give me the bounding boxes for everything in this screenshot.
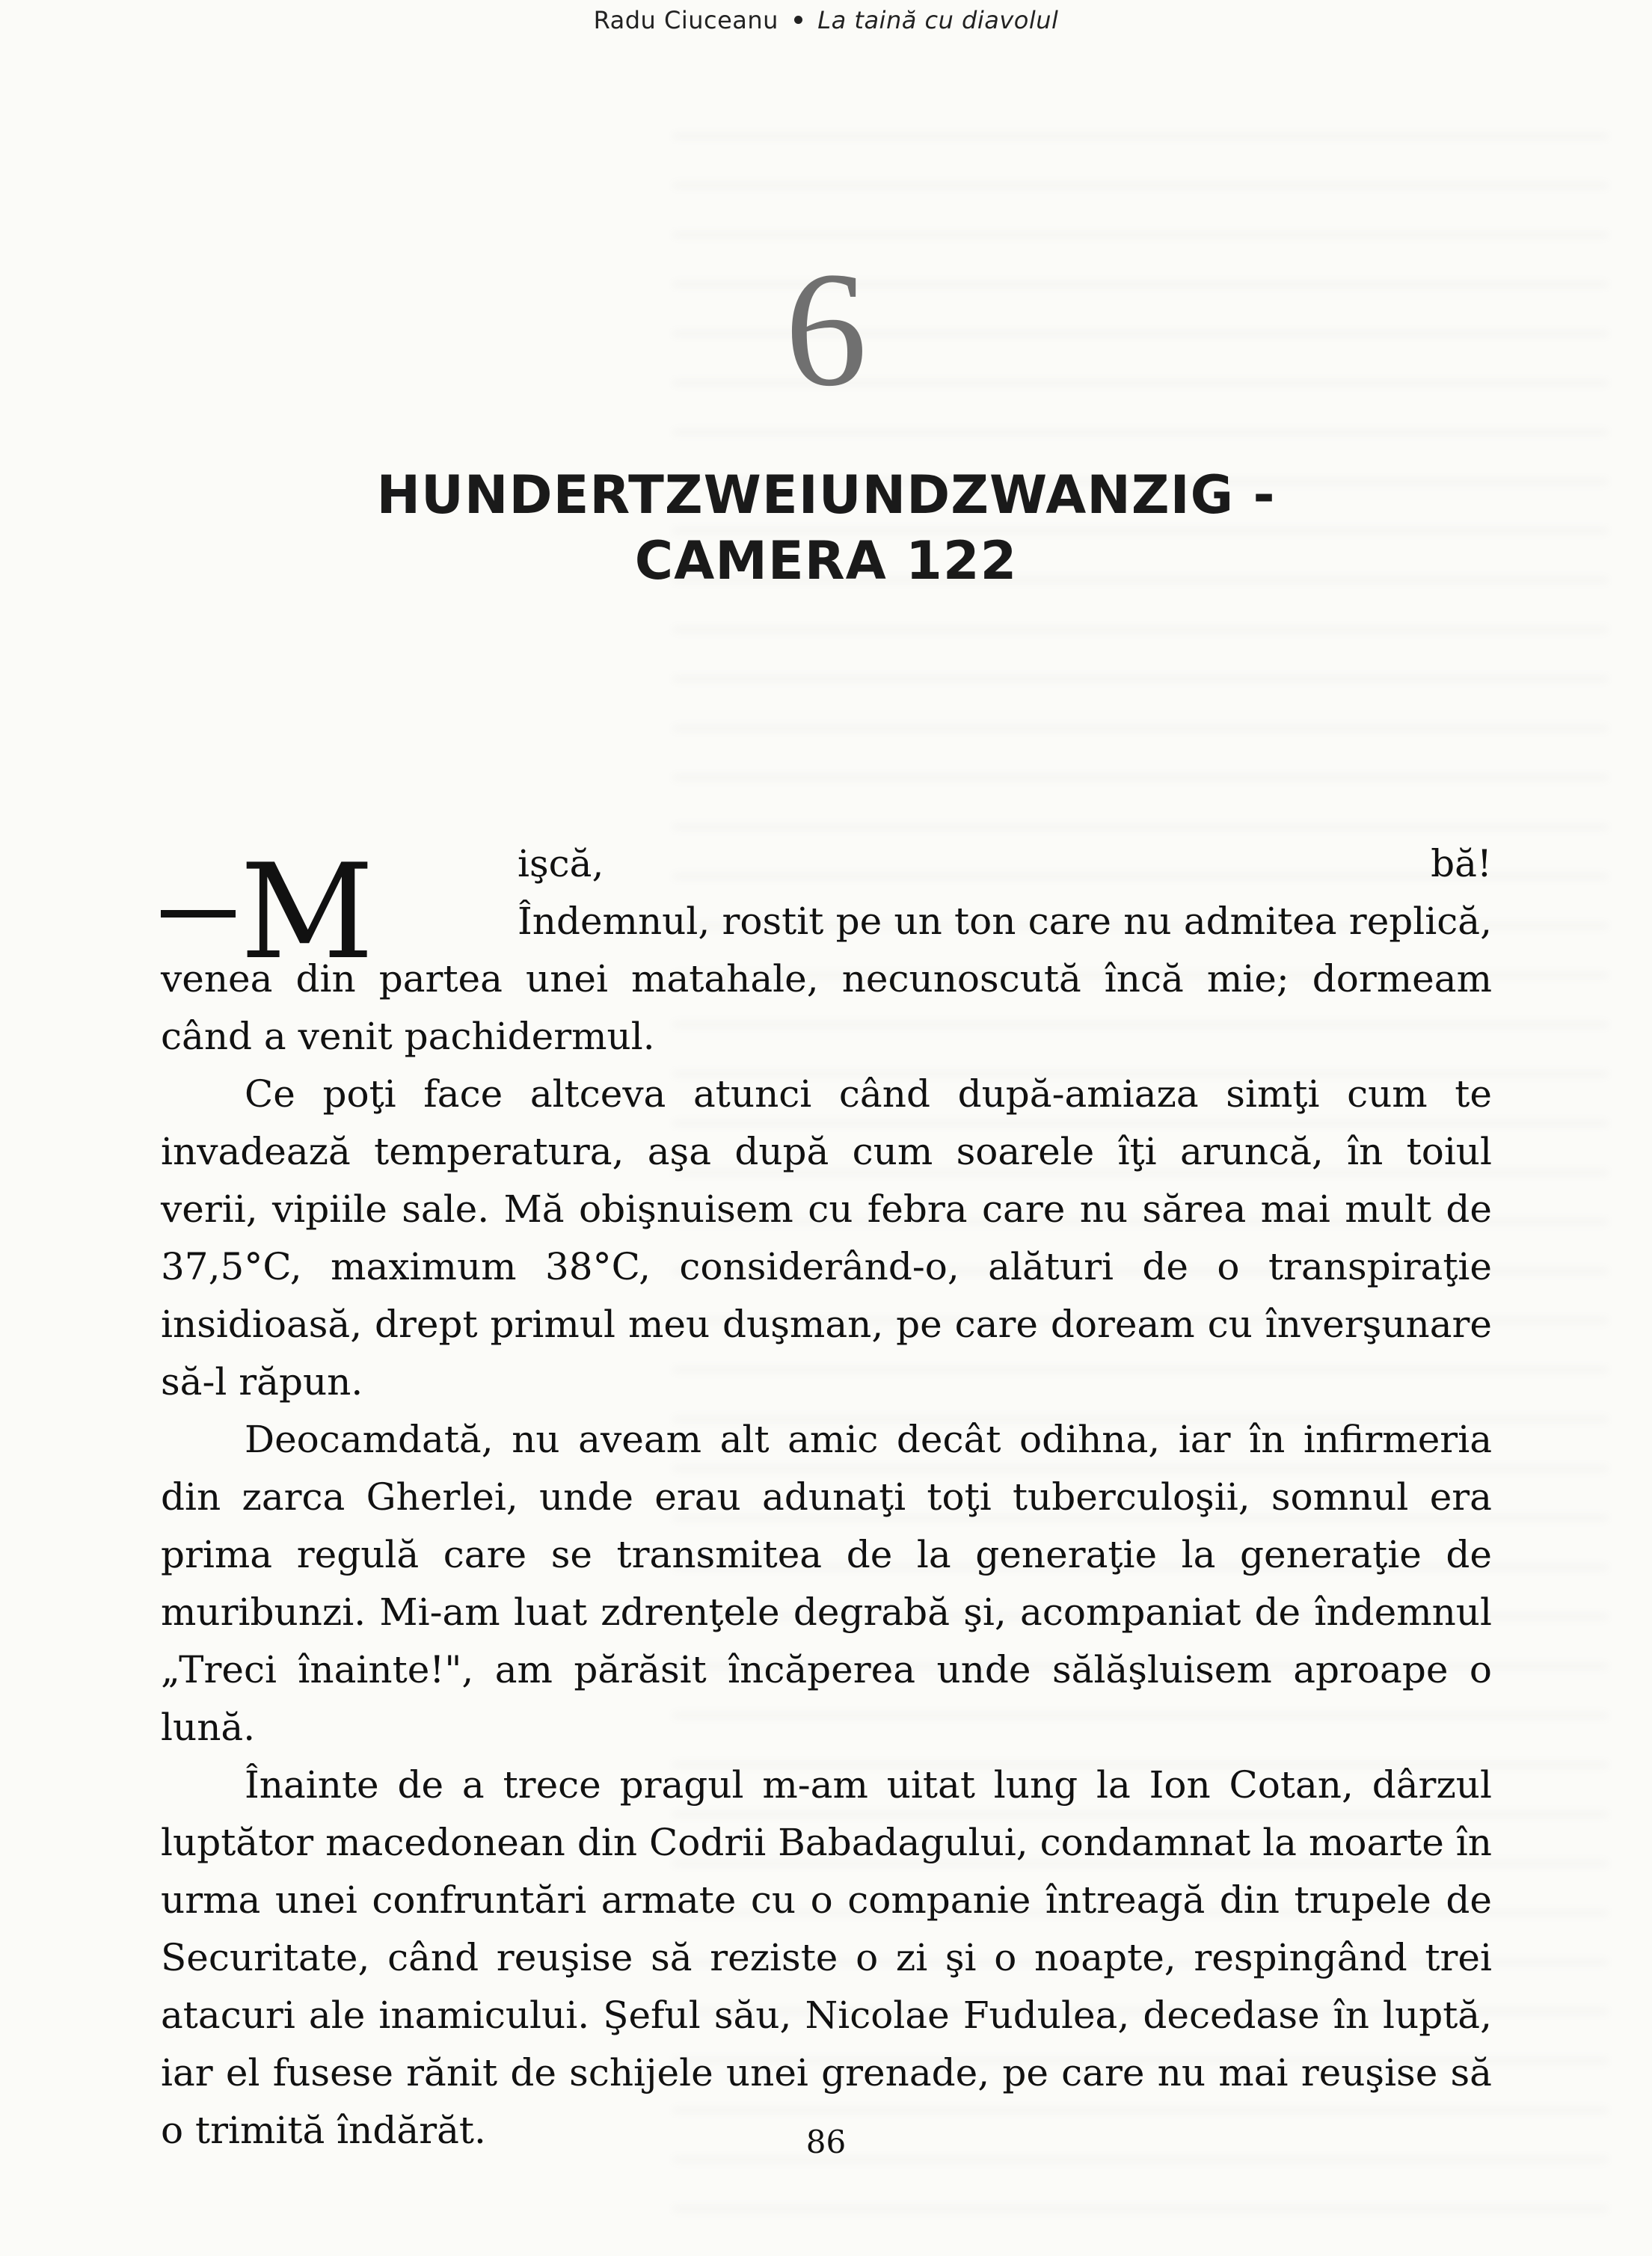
running-head <box>0 6 1652 34</box>
chapter-title-line-1: HUNDERTZWEIUNDZWANZIG - <box>376 464 1276 526</box>
body-text <box>161 835 1492 2160</box>
drop-cap <box>161 837 375 989</box>
running-head-title: La taină cu diavolul <box>817 6 1059 34</box>
paragraph-4: Înainte de a trece pragul m-am uitat lung la Ion Cotan, dârzul luptător macedonean din Codrii Babadagului, condamnat la moarte în urma unei confruntări armate cu o companie întreagă din trupele de Securitate, când reuşise să reziste o zi şi o noapte, respingând trei atacuri ale inamicului. Şeful său, Nicolae Fudulea, decedase în luptă, iar el fusese rănit de schijele unei grenade, pe care nu mai reuşise să o trimită îndărăt. <box>161 1763 1492 2152</box>
drop-cap-letter: M <box>240 837 375 989</box>
bullet-icon <box>794 16 802 24</box>
running-head-author: Radu Ciuceanu <box>593 6 779 34</box>
chapter-title <box>0 462 1652 594</box>
paragraph-1-rest: venea din partea unei matahale, necunoscută încă mie; dormeam când a venit pachidermul. <box>161 957 1492 1058</box>
page-number: 86 <box>805 2124 847 2160</box>
chapter-number: 6 <box>784 238 868 420</box>
paragraph-2: Ce poţi face altceva atunci când după-amiaza simţi cum te invadează temperatura, aşa după cum soarele îţi aruncă, în toiul verii, vipiile sale. Mă obişnuisem cu febra care nu sărea mai mult de 37,5°C, maximum 38°C, considerând-o, alături de o transpiraţie insidioasă, drept primul meu duşman, pe care doream cu înverşunare să-l răpun. <box>161 1072 1492 1404</box>
dialogue-dash-icon <box>161 910 236 918</box>
paragraph-1-line-1: işcă, bă! <box>518 842 1492 885</box>
paragraph-1-line-2: Îndemnul, rostit pe un ton care nu admitea replică, <box>518 900 1492 943</box>
paragraph-3: Deocamdată, nu aveam alt amic decât odihna, iar în infirmeria din zarca Gherlei, unde erau adunaţi toţi tuberculoşii, somnul era prima regulă care se transmitea de la generaţie la generaţie de muribunzi. Mi-am luat zdrenţele degrabă şi, acompaniat de îndemnul „Treci înainte!", am părăsit încăperea unde sălăşluisem aproape o lună. <box>161 1418 1492 1749</box>
chapter-title-line-2: CAMERA 122 <box>634 530 1018 591</box>
